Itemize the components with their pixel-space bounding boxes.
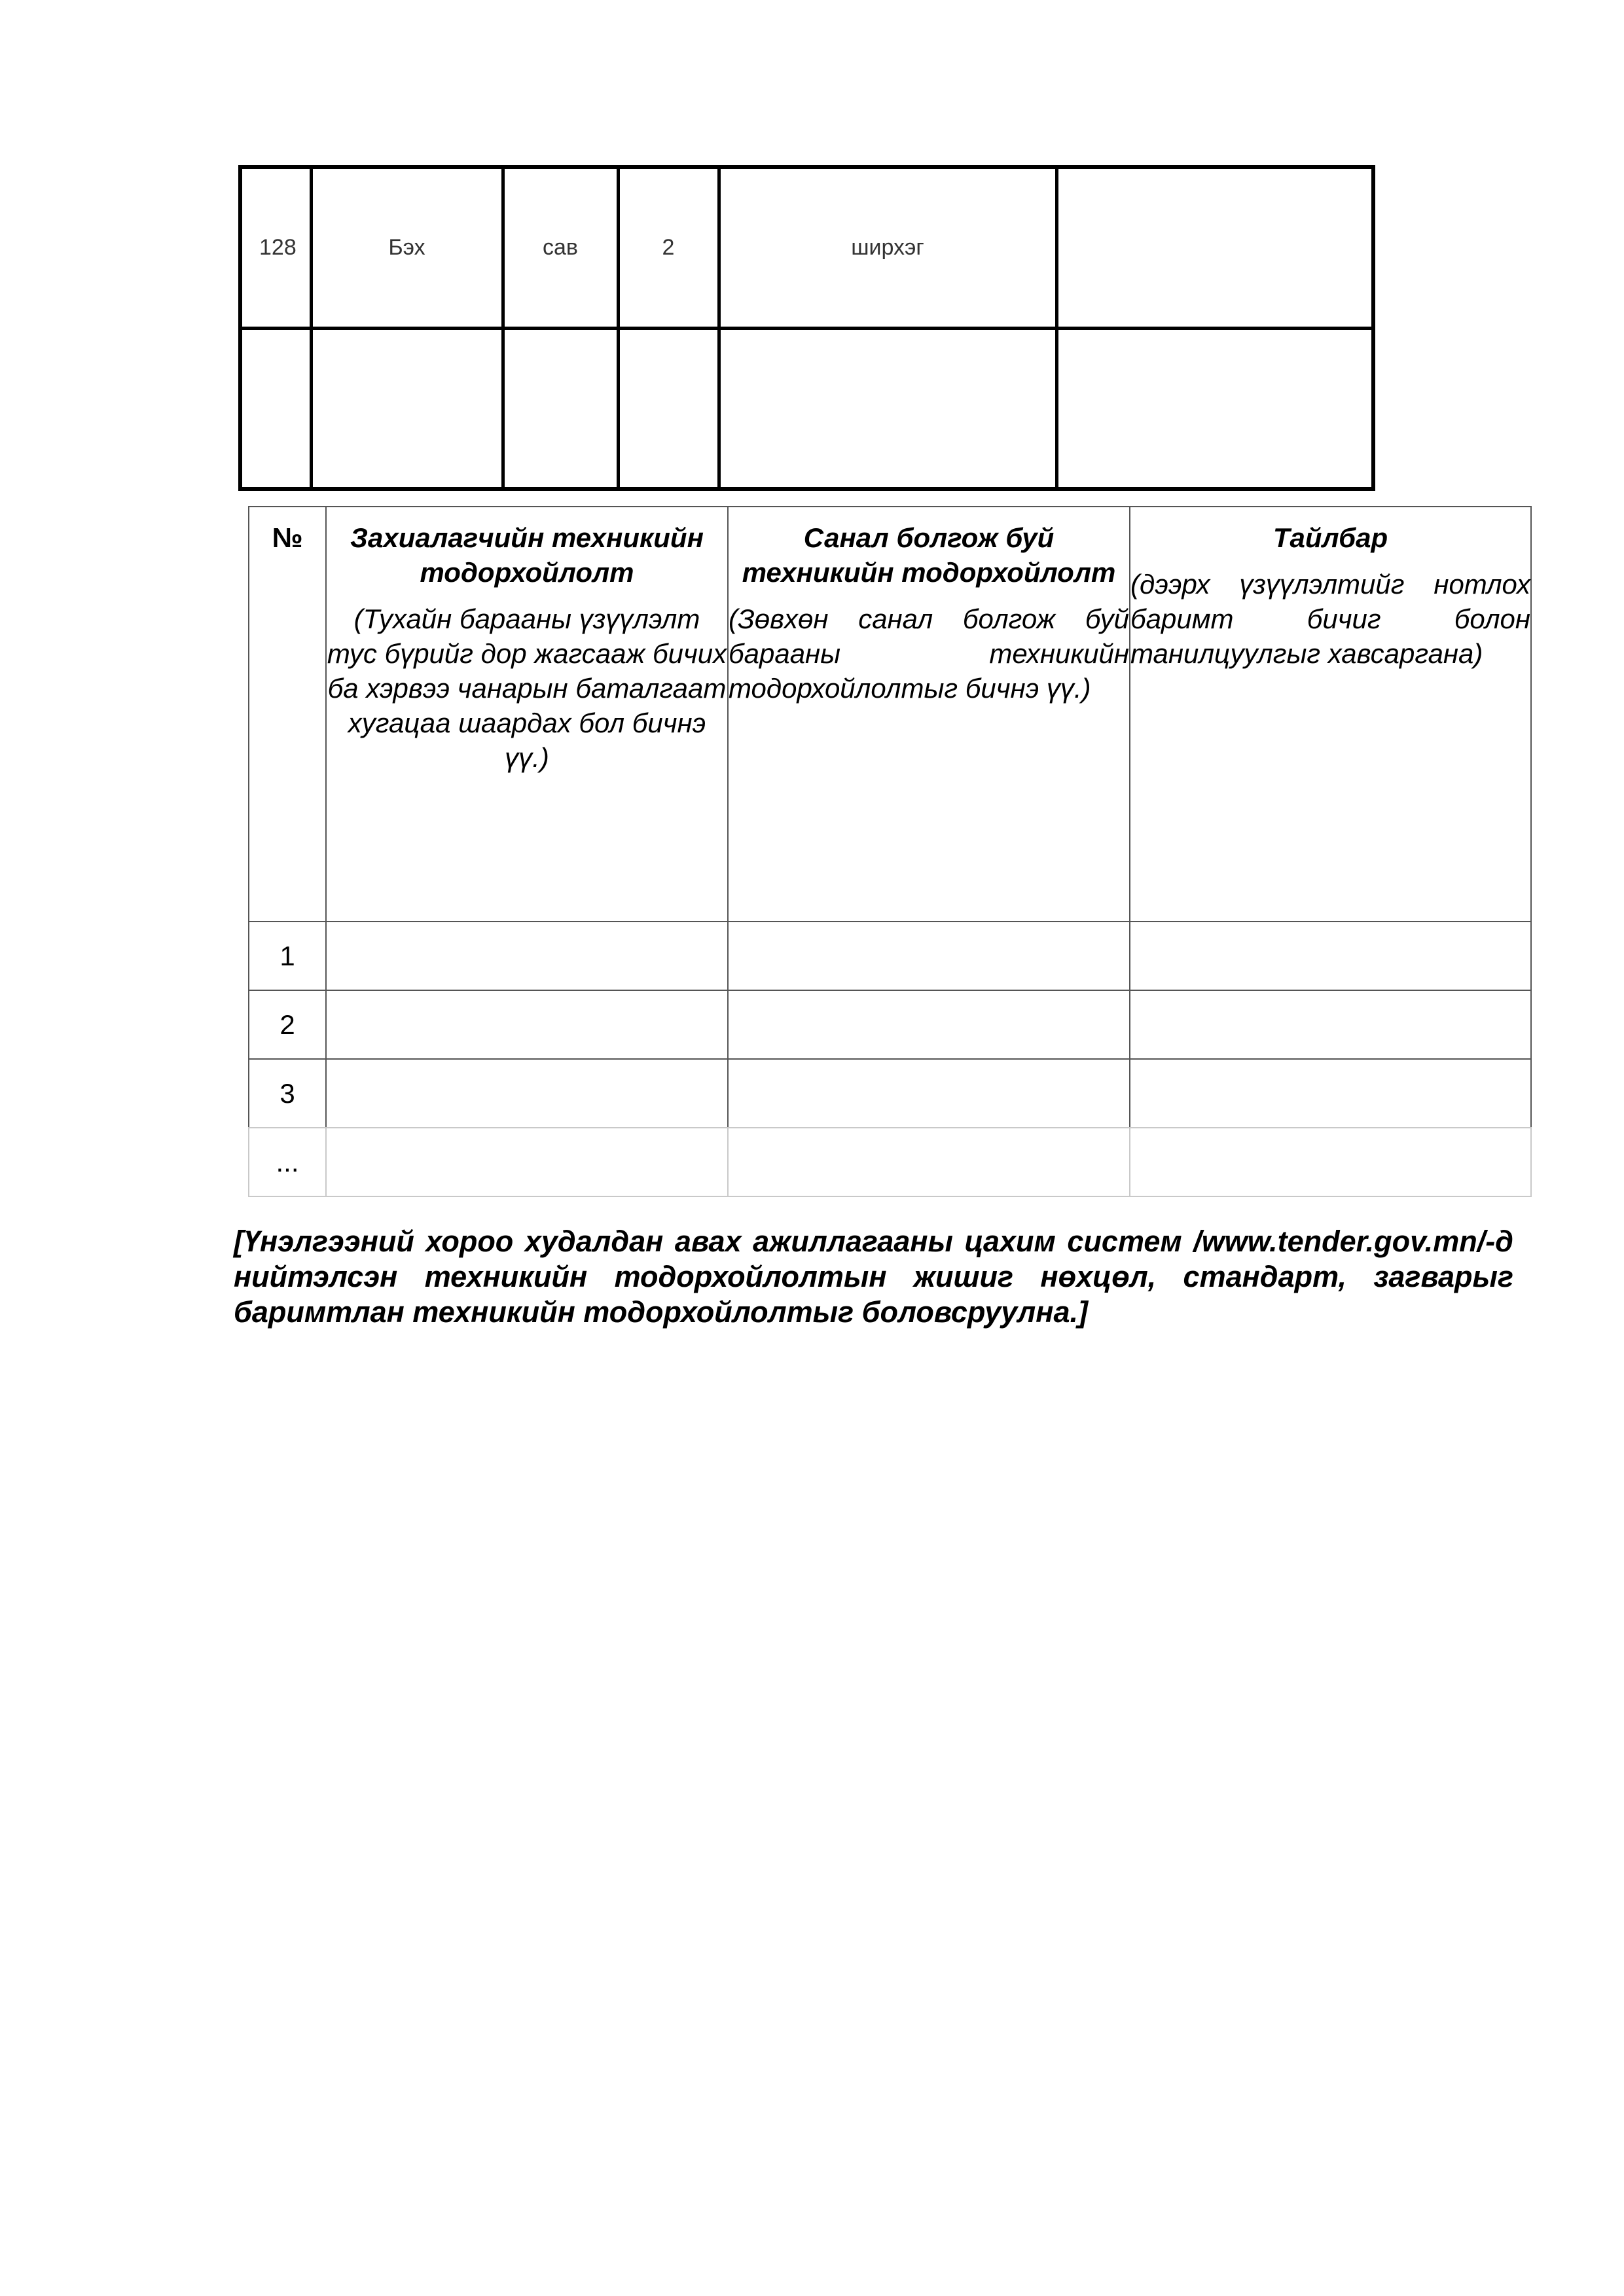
spec-table-header-row (249, 507, 1531, 922)
item-number: 128 (240, 167, 311, 328)
row-number: 1 (249, 922, 326, 990)
item-name: Бэх (311, 167, 503, 328)
header-remark (1130, 507, 1531, 922)
spec-table-row (249, 990, 1531, 1059)
header-remark-note: (дээрх үзүүлэлтийг нотлох баримт бичиг болон танилцуулгыг хавсаргана) (1130, 569, 1530, 669)
remark-cell[interactable] (1130, 922, 1531, 990)
header-offered-spec-note: (Зөвхөн санал болгож буй барааны техникийн тодорхойлолтыг бичнэ үү.) (729, 603, 1129, 704)
offered-spec-cell[interactable] (728, 990, 1130, 1059)
customer-spec-cell[interactable] (326, 1128, 728, 1196)
item-unit (503, 328, 618, 489)
customer-spec-cell[interactable] (326, 990, 728, 1059)
remark-cell[interactable] (1130, 1059, 1531, 1128)
item-quantity: 2 (618, 167, 719, 328)
header-offered-spec (728, 507, 1130, 922)
item-note (1056, 328, 1373, 489)
item-type (719, 328, 1056, 489)
customer-spec-cell[interactable] (326, 1059, 728, 1128)
item-name (311, 328, 503, 489)
item-quantity (618, 328, 719, 489)
row-number: 2 (249, 990, 326, 1059)
items-table (238, 165, 1375, 491)
spec-table-row (249, 1059, 1531, 1128)
item-unit: сав (503, 167, 618, 328)
remark-cell[interactable] (1130, 1128, 1531, 1196)
technical-spec-table (248, 506, 1532, 1197)
header-customer-spec (326, 507, 728, 922)
spec-table-row (249, 922, 1531, 990)
offered-spec-cell[interactable] (728, 1059, 1130, 1128)
header-number (249, 507, 326, 922)
header-remark-title: Тайлбар (1272, 522, 1388, 553)
offered-spec-cell[interactable] (728, 1128, 1130, 1196)
header-number-label: № (272, 522, 303, 553)
items-table-row (240, 167, 1373, 328)
items-table-row (240, 328, 1373, 489)
item-number (240, 328, 311, 489)
row-number: 3 (249, 1059, 326, 1128)
spec-table-row (249, 1128, 1531, 1196)
item-note (1056, 167, 1373, 328)
remark-cell[interactable] (1130, 990, 1531, 1059)
customer-spec-cell[interactable] (326, 922, 728, 990)
item-type: ширхэг (719, 167, 1056, 328)
footer-note: [Үнэлгээний хороо худалдан авах ажиллагааны цахим систем /www.tender.gov.mn/-д нийтэлсэн техникийн тодорхойлолтын жишиг нөхцөл, стандарт, загварыг баримтлан техникийн тодорхойлолтыг боловсруулна.] (234, 1225, 1513, 1329)
header-offered-spec-title: Санал болгож буй техникийн тодорхойлолт (742, 522, 1116, 588)
offered-spec-cell[interactable] (728, 922, 1130, 990)
row-number: ... (249, 1128, 326, 1196)
header-customer-spec-note: (Тухайн барааны үзүүлэлт тус бүрийг дор жагсааж бичих ба хэрвээ чанарын баталгаат хугацаа шаардах бол бичнэ үү.) (327, 603, 727, 773)
header-customer-spec-title: Захиалагчийн техникийн тодорхойлолт (350, 522, 704, 588)
